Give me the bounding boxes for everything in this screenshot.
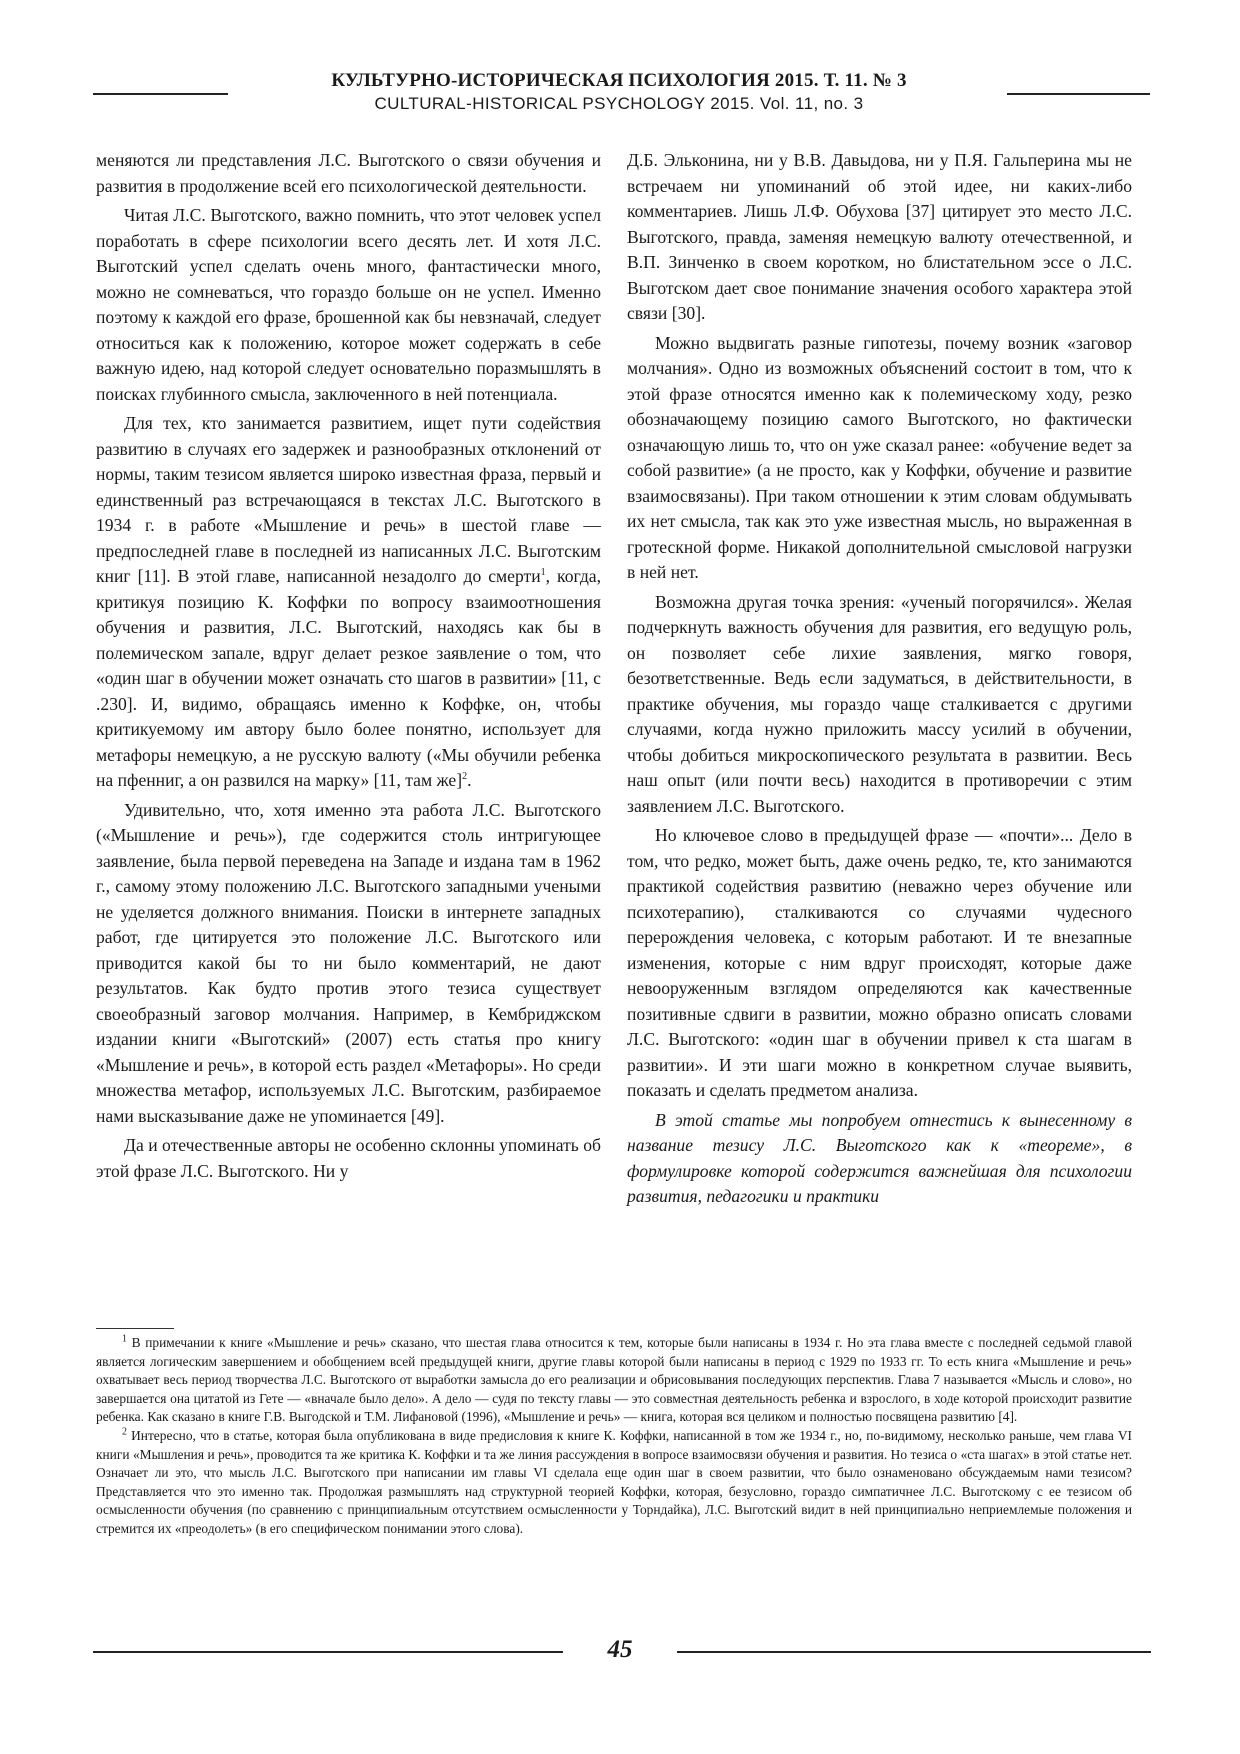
page-number: 45 — [607, 1636, 633, 1663]
text-run: . — [467, 770, 472, 790]
right-column — [627, 148, 1132, 1214]
journal-title-ru: КУЛЬТУРНО-ИСТОРИЧЕСКАЯ ПСИХОЛОГИЯ 2015. Т. 11. № 3 — [331, 70, 907, 91]
footer-rule-left — [93, 1651, 563, 1653]
header-rule-right — [1007, 93, 1150, 95]
text-run: , когда, критикуя позицию К. Коффки по вопросу взаимоотношения обучения и развития, Л.С. Выготский, находясь как бы в полемическом запале, вдруг делает резкое заявление о том, что «один шаг в обучении может означать сто шагов в развитии» [11, с .230]. И, видимо, обращаясь именно к Коффке, он, чтобы критикуемому им автору было более понятно, использует для метафоры немецкую, а не русскую валюту («Мы обучили ребенка на пфенниг, а он развился на марку» [11, там же] — [96, 566, 601, 790]
footnote-1 — [96, 1334, 1132, 1427]
text-run: Для тех, кто занимается развитием, ищет пути содействия развитию в случаях его задержек и разнообразных отклонений от нормы, таким тезисом является широко известная фраза, первый и единственный раз встречающаяся в текстах Л.С. Выготского в 1934 г. в работе «Мышление и речь» в шестой главе — предпоследней главе в последней из написанных Л.С. Выготским книг [11]. В этой главе, написанной незадолго до смерти — [96, 413, 601, 586]
paragraph: Но ключевое слово в предыдущей фразе — «почти»... Дело в том, что редко, может быть, даже очень редко, те, кто занимаются практикой содействия развитию (неважно через обучение или психотерапию), сталкиваются со случаями чудесного перерождения человека, с которым работают. И те внезапные изменения, которые с ним вдруг происходят, которые даже невооруженным взглядом определяются как качественные позитивные сдвиги в развитии, можно образно описать словами Л.С. Выготского: «один шаг в обучении привел к ста шагам в развитии». И эти шаги можно в конкретном случае выявить, показать и сделать предметом анализа. — [627, 825, 1132, 1100]
footer-rule-right — [677, 1651, 1151, 1653]
paragraph: Можно выдвигать разные гипотезы, почему возник «заговор молчания». Одно из возможных объяснений состоит в том, что к этой фразе относятся именно как к полемическому ходу, резко обозначающему позицию самого Выготского, но фактически означающую лишь то, что он уже сказал ранее: «обучение ведет за собой развитие» (а не просто, как у Коффки, обучение и развитие взаимосвязаны). При таком отношении к этим словам обдумывать их нет смысла, так как это уже известная мысль, но выраженная в гротескной форме. Никакой дополнительной смысловой нагрузки в ней нет. — [627, 332, 1132, 582]
paragraph: Да и отечественные авторы не особенно склонны упоминать об этой фразе Л.С. Выготского. Ни у — [96, 1135, 601, 1181]
footnote-2 — [96, 1427, 1132, 1539]
footnote-text: Интересно, что в статье, которая была опубликована в виде предисловия к книге К. Коффки, написанной в том же 1934 г., но, по-видимому, несколько раньше, чем глава VI книги «Мышления и речь», проводится та же критика К. Коффки и та же линия рассуждения в вопросе взаимосвязи обучения и развития. Но тезиса о «ста шагах» в этой статье нет. Означает ли это, что мысль Л.С. Выготского при написании им главы VI сделала еще один шаг в своем развитии, что было ознаменовано обсуждаемым нами тезисом? Представляется что это именно так. Продолжая размышлять над структурной теорией Коффки, которая, безусловно, гораздо симпатичнее Л.С. Выготскому с ее тезисом об осмысленности обучения (по сравнению с принципиальным отсутствием осмысленности у Торндайка), Л.С. Выготский видит в ней принципиально неприемлемые положения и стремится их «преодолеть» (в его специфическом понимании этого слова). — [96, 1427, 1132, 1536]
header-rule-left — [93, 93, 228, 95]
footnote-separator — [96, 1328, 174, 1329]
footnote-ref-2[interactable]: 2 — [462, 771, 468, 783]
footnote-number: 2 — [122, 1426, 127, 1438]
journal-title-en: CULTURAL-HISTORICAL PSYCHOLOGY 2015. Vol. 11, no. 3 — [374, 94, 864, 113]
left-column — [96, 148, 601, 1188]
paragraph: Удивительно, что, хотя именно эта работа Л.С. Выготского («Мышление и речь»), где содержится столь интригующее заявление, была первой переведена на Западе и издана там в 1962 г., самому этому положению Л.С. Выготского западными учеными не уделяется должного внимания. Поиски в интернете западных работ, где цитируется это положение Л.С. Выготского или приводится какой бы то ни было комментарий, не дают результатов. Как будто против этого тезиса существует своеобразный заговор молчания. Например, в Кембриджском издании книги «Выготский» (2007) есть статья про книгу «Мышление и речь», в которой есть раздел «Метафоры». Но среди множества метафор, используемых Л.С. Выготским, разбираемое нами высказывание даже не упоминается [49]. — [96, 799, 601, 1126]
footnotes — [96, 1334, 1132, 1539]
paragraph-italic: В этой статье мы попробуем отнестись к вынесенному в название тезису Л.С. Выготского как к «теореме», в формулировке которой содержится важнейшая для психологии развития, педагогики и практики — [627, 1109, 1132, 1206]
paragraph — [96, 411, 601, 794]
paragraph: меняются ли представления Л.С. Выготского о связи обучения и развития в продолжение всей его психологической деятельности. — [96, 150, 601, 196]
paragraph: Д.Б. Эльконина, ни у В.В. Давыдова, ни у П.Я. Гальперина мы не встречаем ни упоминаний об этой идее, ни каких-либо комментариев. Лишь Л.Ф. Обухова [37] цитирует это место Л.С. Выготского, правда, заменяя немецкую валюту отечественной, и В.П. Зинченко в своем коротком, но блистательном эссе о Л.С. Выготском дает свое понимание значения особого характера этой связи [30]. — [627, 150, 1132, 323]
paragraph: Читая Л.С. Выготского, важно помнить, что этот человек успел поработать в сфере психологии всего десять лет. И хотя Л.С. Выготский успел сделать очень много, фантастически много, можно не сомневаться, что гораздо больше он не успел. Именно поэтому к каждой его фразе, брошенной как бы невзначай, следует относиться как к положению, которое может содержать в себе важную идею, над которой следует основательно поразмышлять в поисках глубинного смысла, заключенного в ней потенциала. — [96, 205, 601, 404]
footnote-text: В примечании к книге «Мышление и речь» сказано, что шестая глава относится к тем, которые были написаны в 1934 г. Но эта глава вместе с последней седьмой главой является логическим завершением и обобщением всей предыдущей книги, другие главы которой были написаны в период с 1929 по 1933 гг. То есть книга «Мышление и речь» охватывает весь период творчества Л.С. Выготского от выработки замысла до его реализации и обрисовывания последующих перспектив. Глава 7 называется «Мысль и слово», но завершается она цитатой из Гете — «вначале было дело». А дело — судя по тексту главы — это совместная деятельность ребенка и взрослого, в ходе которой происходит развитие ребенка. Как сказано в книге Г.В. Выгодской и Т.М. Лифановой (1996), «Мышление и речь» — книга, которая вся целиком и полностью посвящена развитию [4]. — [96, 1335, 1132, 1425]
footnote-number: 1 — [122, 1333, 127, 1345]
footnote-ref-1[interactable]: 1 — [540, 567, 546, 579]
paragraph: Возможна другая точка зрения: «ученый погорячился». Желая подчеркнуть важность обучения для развития, его ведущую роль, он позволяет себе лихие заявления, мягко говоря, безответственные. Ведь если задуматься, в действительности, в практике обучения, мы гораздо чаще сталкивается с другими случаями, когда нужно приложить массу усилий в обучении, чтобы добиться микроскопического результата в развитии. Весь наш опыт (или почти весь) находится в противоречии с этим заявлением Л.С. Выготского. — [627, 591, 1132, 816]
